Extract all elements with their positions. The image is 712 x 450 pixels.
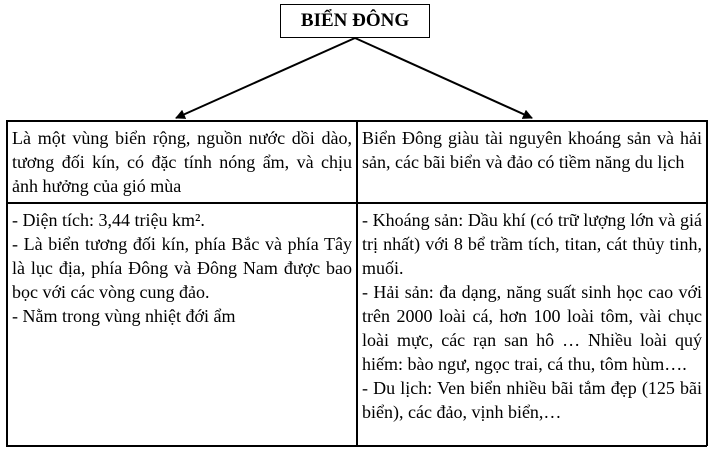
title-box: BIỂN ĐÔNG: [280, 4, 430, 38]
right-detail-tourism: - Du lịch: Ven biển nhiều bãi tắm đẹp (125 bãi biển), các đảo, vịnh biển,…: [362, 378, 702, 422]
left-detail-location: - Là biển tương đối kín, phía Bắc và phía Tây là lục địa, phía Đông và Đông Nam được bao bọc với các vòng cung đảo.: [12, 234, 352, 302]
left-details-cell: [8, 204, 356, 444]
table-border-right: [706, 120, 708, 446]
right-header-cell: [358, 122, 706, 202]
right-detail-minerals: - Khoáng sản: Dầu khí (có trữ lượng lớn và giá trị nhất) với 8 bể trầm tích, titan, cát thủy tinh, muối.: [362, 210, 702, 278]
left-header-text: Là một vùng biển rộng, nguồn nước dồi dào, tương đối kín, có đặc tính nóng ẩm, và chịu ảnh hưởng của gió mùa: [12, 128, 352, 196]
left-detail-climate: - Nằm trong vùng nhiệt đới ẩm: [12, 306, 236, 326]
right-header-text: Biển Đông giàu tài nguyên khoáng sản và hải sản, các bãi biển và đảo có tiềm năng du lịch: [362, 128, 702, 172]
right-detail-seafood: - Hải sản: đa dạng, năng suất sinh học cao với trên 2000 loài cá, hơn 100 loài tôm, vài chục loài mực, các rạn san hô … Nhiều loài quý hiếm: bào ngư, ngọc trai, cá thu, tôm hùm….: [362, 282, 702, 374]
arrow-right: [355, 38, 532, 118]
arrow-left: [176, 38, 355, 118]
left-header-cell: [8, 122, 356, 202]
right-details-cell: [358, 204, 706, 444]
left-detail-area: - Diện tích: 3,44 triệu km².: [12, 210, 205, 230]
